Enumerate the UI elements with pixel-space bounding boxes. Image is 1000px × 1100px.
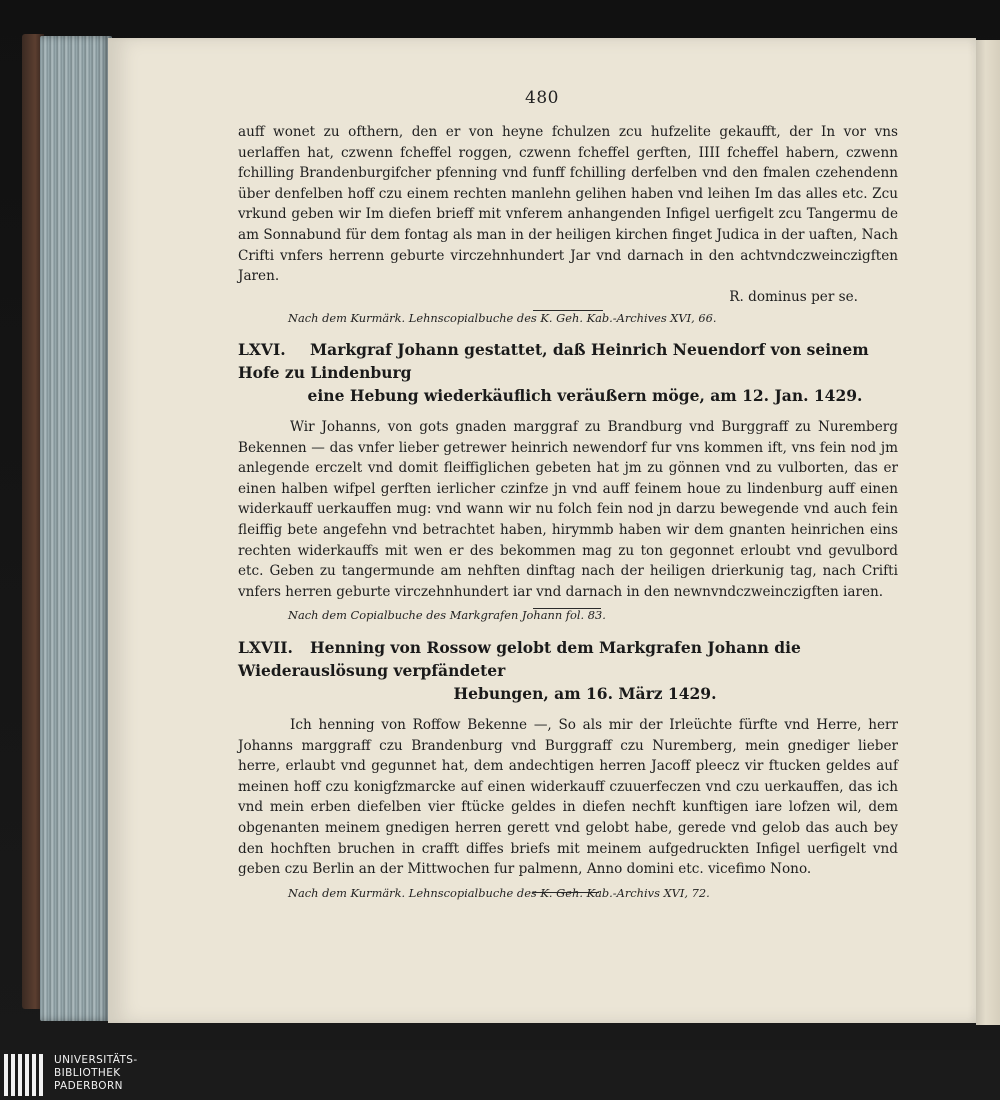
document-lxvi: [238, 338, 898, 622]
document-lxvii-title-line1: Henning von Rossow gelobt dem Markgrafen Johann die Wiederauslösung verpfändeter: [238, 638, 801, 680]
intro-text: auff wonet zu ofthern, den er von heyne fchulzen zcu hufzelite gekaufft, der In vor vns uerlaffen hat, czwenn fcheffel roggen, czwenn fcheffel gerften, IIII fcheffel habern, czwenn fchilling Brandenburgifcher pfenning vnd funff fchilling derfelben vnd den fmalen czehendenn über denfelben hoff czu einem rechten manlehn gelihen haben vnd leihen Im das alles etc. Zcu vrkund geben wir Im diefen brieff mit vnferem anhangenden Infigel uerfigelt zcu Tangermu de am Sonnabund für dem fontag als man in der heiligen kirchen finget Judica in der uaften, Nach Crifti vnfers herrenn geburte virczehnhundert Jar vnd darnach in den achtvndczweinczigften Jaren.: [238, 124, 898, 285]
document-lxvii: [238, 636, 898, 900]
library-logo-text: [54, 1054, 138, 1093]
facing-page-edge: [976, 40, 1000, 1025]
section-divider-1: [533, 310, 603, 311]
intro-source-note: Nach dem Kurmärk. Lehnscopialbuche des K. Geh. Kab.-Archives XVI, 66.: [288, 310, 717, 325]
intro-signature: R. dominus per se.: [729, 288, 858, 305]
library-logo-line3: PADERBORN: [54, 1080, 123, 1092]
document-lxvi-heading: [238, 338, 898, 407]
document-lxvii-heading: [238, 636, 898, 705]
document-lxvi-text: Wir Johanns, von gots gnaden marggraf zu Brandburg vnd Burggraff zu Nuremberg Bekennen — das vnfer lieber getrewer heinrich newendorf fur vns kommen ift, vns fein nod jm anlegende erczelt vnd domit fleiffiglichen gebeten hat jm zu gönnen vnd zu vulborten, das er einen halben wifpel gerften ierlicher czinfze jn vnd auff feinem houe zu lindenburg auff einen widerkauff uerkauffen mug: vnd wann wir nu folch fein nod jn darzu bewegende vnd auch fein fleiffig bete angefehn vnd betrachtet haben, hirymmb haben wir dem gnanten heinrichen eins rechten widerkauffs mit wen er des bekommen mag zu ton gegonnet erloubt vnd gevulbord etc. Geben zu tangermunde am nehften dinftag nach der heiligen drierkunig tag, nach Crifti vnfers herren geburte virczehnhundert iar vnd darnach in den newnvndczweinczigften iaren.: [238, 419, 898, 600]
library-logo-line2: BIBLIOTHEK: [54, 1067, 121, 1079]
document-lxvii-title-line2: Hebungen, am 16. März 1429.: [453, 684, 717, 703]
library-logo-line1: UNIVERSITÄTS-: [54, 1054, 138, 1066]
library-footer: [0, 1050, 1000, 1100]
book-page: [108, 38, 976, 1023]
document-lxvii-text: Ich henning von Roffow Bekenne —, So als mir der Irleüchte fürfte vnd Herre, herr Johanns marggraff czu Brandenburg vnd Burggraff czu Nuremberg, mein gnediger lieber herre, erlaubt vnd gegunnet hat, dem andechtigen herren Jacoff pleecz vir ftucken geldes auf meinen hoff czu konigfzmarcke auf einen widerkauff czuuerfeczen vnd czu uerkauffen, das ich vnd mein erben diefelben vier ftücke geldes in diefen nechft kunftigen iare lofzen wil, dem obgenanten meinem gnedigen herren gerett vnd gelobt habe, gerede vnd gelob das auch bey den hochften bruchen in crafft diffes briefs mit meinem aufgedruckten Infigel uerfigelt vnd geben czu Berlin an der Mittwochen fur palmenn, Anno domini etc. vicefimo Nono.: [238, 717, 898, 878]
document-lxvi-source-note: Nach dem Copialbuche des Markgrafen Johann fol. 83.: [288, 608, 606, 623]
section-divider-3: [533, 892, 599, 893]
page-number: 480: [525, 88, 559, 108]
library-logo-icon: [4, 1052, 46, 1098]
document-lxvi-title-line2: eine Hebung wiederkäuflich veräußern möge, am 12. Jan. 1429.: [307, 386, 863, 405]
document-lxvii-source-note: Nach dem Kurmärk. Lehnscopialbuche des K. Geh. Kab.-Archivs XVI, 72.: [288, 885, 710, 900]
document-lxvii-number: LXVII.: [238, 638, 293, 657]
intro-section: [238, 122, 898, 325]
document-lxvi-title-line1: Markgraf Johann gestattet, daß Heinrich Neuendorf von seinem Hofe zu Lindenburg: [238, 340, 869, 382]
section-divider-2: [533, 608, 601, 609]
document-lxvi-number: LXVI.: [238, 340, 286, 359]
page-stack-edges: [40, 36, 112, 1021]
